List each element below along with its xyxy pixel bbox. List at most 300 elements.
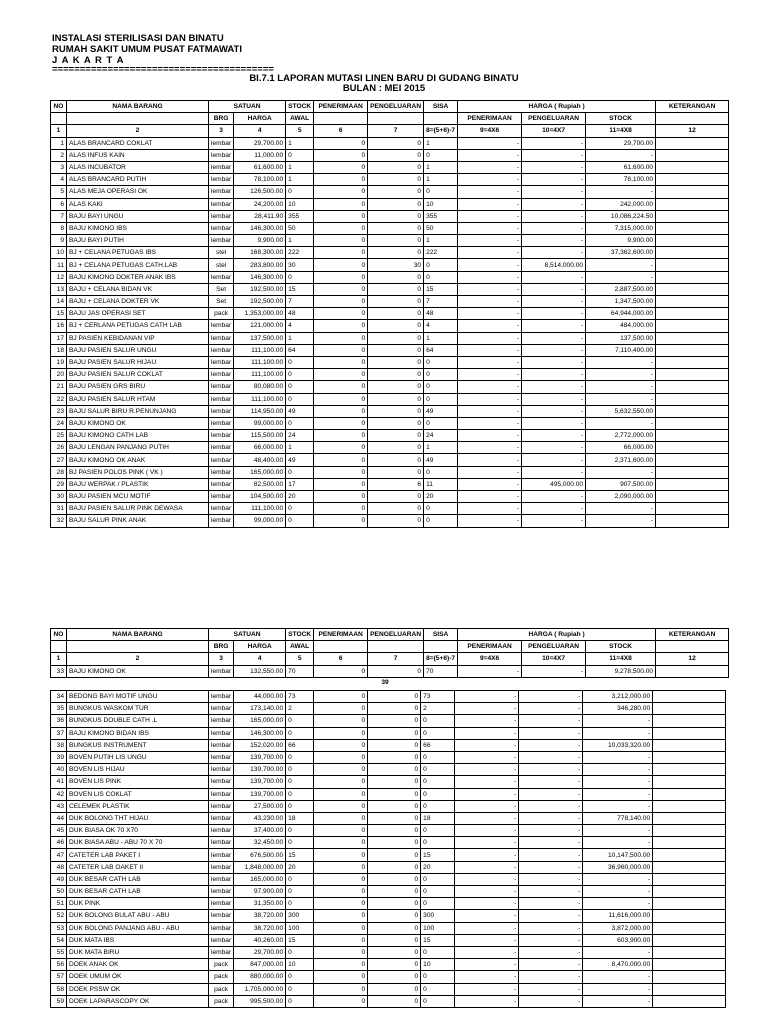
row-no: 33 bbox=[51, 665, 67, 677]
balance-qty: 64 bbox=[424, 344, 458, 356]
item-name: DOEK UMUM OK bbox=[67, 971, 209, 983]
remarks bbox=[656, 503, 729, 515]
receipt-qty: 0 bbox=[314, 259, 368, 271]
receipt-value: - bbox=[458, 283, 522, 295]
col-price-issue-header: PENGELUARAN bbox=[522, 641, 586, 653]
item-name: ALAS KAKI bbox=[67, 198, 209, 210]
unit: lembar bbox=[209, 515, 234, 527]
remarks bbox=[653, 983, 726, 995]
remarks bbox=[656, 332, 729, 344]
issue-qty: 0 bbox=[368, 198, 424, 210]
row-no: 54 bbox=[51, 934, 67, 946]
unit-price: 82,500.00 bbox=[234, 478, 286, 490]
table-row bbox=[51, 825, 726, 837]
unit-price: 192,500.00 bbox=[234, 296, 286, 308]
item-name: ALAS INFUS KAIN bbox=[67, 149, 209, 161]
issue-qty: 0 bbox=[368, 247, 424, 259]
initial-stock: 0 bbox=[286, 417, 314, 429]
receipt-qty: 0 bbox=[314, 776, 368, 788]
receipt-qty: 0 bbox=[314, 739, 368, 751]
stock-value: 10,147,500.00 bbox=[583, 849, 653, 861]
unit: lembar bbox=[209, 198, 234, 210]
balance-qty: 0 bbox=[424, 515, 458, 527]
initial-stock: 0 bbox=[286, 788, 314, 800]
balance-qty: 0 bbox=[421, 727, 455, 739]
receipt-qty: 0 bbox=[314, 137, 368, 149]
item-name: ALAS BRANCARD COKLAT bbox=[67, 137, 209, 149]
issue-value: - bbox=[522, 405, 586, 417]
stock-value: - bbox=[586, 186, 656, 198]
report-period: BULAN : MEI 2015 bbox=[342, 83, 426, 94]
initial-stock: 18 bbox=[286, 812, 314, 824]
table-row bbox=[51, 934, 726, 946]
col-number: 12 bbox=[656, 653, 729, 665]
row-no: 6 bbox=[51, 198, 67, 210]
row-no: 57 bbox=[51, 971, 67, 983]
initial-stock: 15 bbox=[286, 934, 314, 946]
table-row bbox=[51, 739, 726, 751]
issue-value: - bbox=[522, 296, 586, 308]
item-name: BJ + CELANA PETUGAS CATH.LAB bbox=[67, 259, 209, 271]
unit: lembar bbox=[209, 161, 234, 173]
issue-value: - bbox=[519, 934, 583, 946]
issue-qty: 0 bbox=[368, 356, 424, 368]
unit: lembar bbox=[209, 703, 234, 715]
issue-value: - bbox=[519, 788, 583, 800]
issue-qty: 0 bbox=[368, 271, 424, 283]
receipt-value: - bbox=[458, 161, 522, 173]
balance-qty: 0 bbox=[421, 788, 455, 800]
table-row bbox=[51, 703, 726, 715]
table-row bbox=[51, 515, 729, 527]
issue-value: - bbox=[522, 454, 586, 466]
receipt-qty: 0 bbox=[314, 161, 368, 173]
balance-qty: 100 bbox=[421, 922, 455, 934]
balance-qty: 73 bbox=[421, 691, 455, 703]
receipt-value: - bbox=[458, 186, 522, 198]
receipt-qty: 0 bbox=[314, 934, 368, 946]
unit-price: 24,200.00 bbox=[234, 198, 286, 210]
receipt-qty: 0 bbox=[314, 174, 368, 186]
row-no: 55 bbox=[51, 946, 67, 958]
issue-qty: 0 bbox=[368, 283, 424, 295]
item-name: BAJU PASIEN SALUR COKLAT bbox=[67, 369, 209, 381]
unit-price: 38,720.00 bbox=[234, 910, 286, 922]
stock-value: 3,872,000.00 bbox=[583, 922, 653, 934]
balance-qty: 15 bbox=[421, 934, 455, 946]
remarks bbox=[656, 222, 729, 234]
item-name: BAJU BAYI PUTIH bbox=[67, 235, 209, 247]
table-row bbox=[51, 442, 729, 454]
row-no: 50 bbox=[51, 886, 67, 898]
balance-qty: 355 bbox=[424, 210, 458, 222]
table-row bbox=[51, 922, 726, 934]
unit: stel bbox=[209, 247, 234, 259]
table-row bbox=[51, 393, 729, 405]
table-row bbox=[51, 235, 729, 247]
receipt-value: - bbox=[455, 934, 519, 946]
unit: lembar bbox=[209, 491, 234, 503]
balance-qty: 1 bbox=[424, 161, 458, 173]
item-name: BJ + CERLANA PETUGAS CATH LAB bbox=[67, 320, 209, 332]
row-no: 32 bbox=[51, 515, 67, 527]
initial-stock: 0 bbox=[286, 837, 314, 849]
initial-stock: 355 bbox=[286, 210, 314, 222]
issue-value: - bbox=[519, 837, 583, 849]
issue-qty: 0 bbox=[368, 174, 424, 186]
col-number: 10=4X7 bbox=[522, 653, 586, 665]
remarks bbox=[653, 910, 726, 922]
receipt-qty: 0 bbox=[314, 320, 368, 332]
table-row bbox=[51, 454, 729, 466]
receipt-value: - bbox=[458, 454, 522, 466]
col-number: 12 bbox=[656, 125, 729, 137]
col-remarks-header: KETERANGAN bbox=[656, 101, 729, 113]
receipt-value: - bbox=[458, 393, 522, 405]
issue-value: - bbox=[519, 727, 583, 739]
unit: lembar bbox=[209, 454, 234, 466]
receipt-value: - bbox=[455, 910, 519, 922]
item-name: BAJU + CELANA BIDAN VK bbox=[67, 283, 209, 295]
initial-stock: 7 bbox=[286, 296, 314, 308]
balance-qty: 0 bbox=[421, 800, 455, 812]
institution-name: INSTALASI STERILISASI DAN BINATU bbox=[52, 33, 224, 44]
remarks bbox=[656, 491, 729, 503]
stock-value: - bbox=[586, 259, 656, 271]
issue-value: - bbox=[519, 739, 583, 751]
row-no: 49 bbox=[51, 873, 67, 885]
remarks bbox=[653, 922, 726, 934]
receipt-qty: 0 bbox=[314, 898, 368, 910]
remarks bbox=[656, 271, 729, 283]
unit-price: 78,100.00 bbox=[234, 174, 286, 186]
unit-price: 44,000.00 bbox=[234, 691, 286, 703]
stock-value: 10,086,224.50 bbox=[586, 210, 656, 222]
unit: lembar bbox=[209, 235, 234, 247]
remarks bbox=[653, 751, 726, 763]
item-name: BAJU PASIEN GRS BIRU bbox=[67, 381, 209, 393]
stock-value: 8,470,000.00 bbox=[583, 959, 653, 971]
initial-stock: 1 bbox=[286, 235, 314, 247]
receipt-qty: 0 bbox=[314, 283, 368, 295]
stock-value: 37,362,600.00 bbox=[586, 247, 656, 259]
receipt-value: - bbox=[455, 922, 519, 934]
row-no: 30 bbox=[51, 491, 67, 503]
receipt-qty: 0 bbox=[314, 296, 368, 308]
unit: stel bbox=[209, 259, 234, 271]
remarks bbox=[653, 886, 726, 898]
stock-value: - bbox=[586, 515, 656, 527]
item-name: BOVEN PUTIH LIS UNGU bbox=[67, 751, 209, 763]
item-name: DUK MATA IBS bbox=[67, 934, 209, 946]
row-no: 14 bbox=[51, 296, 67, 308]
issue-qty: 0 bbox=[368, 849, 421, 861]
issue-value: - bbox=[522, 503, 586, 515]
table-row bbox=[51, 174, 729, 186]
table-row bbox=[51, 356, 729, 368]
item-name: DUK BOLONG BULAT ABU - ABU bbox=[67, 910, 209, 922]
receipt-qty: 0 bbox=[314, 442, 368, 454]
unit: lembar bbox=[209, 910, 234, 922]
table-row bbox=[51, 210, 729, 222]
unit-price: 121,000.00 bbox=[234, 320, 286, 332]
unit-price: 880,000.00 bbox=[234, 971, 286, 983]
col-issue-header: PENGELUARAN bbox=[368, 629, 424, 641]
stock-value: - bbox=[583, 983, 653, 995]
item-name: ALAS INCUBATOR bbox=[67, 161, 209, 173]
receipt-qty: 0 bbox=[314, 149, 368, 161]
unit: lembar bbox=[209, 934, 234, 946]
unit-price: 152,020.00 bbox=[234, 739, 286, 751]
remarks bbox=[656, 430, 729, 442]
row-no: 19 bbox=[51, 356, 67, 368]
initial-stock: 0 bbox=[286, 898, 314, 910]
balance-qty: 0 bbox=[424, 503, 458, 515]
table-row bbox=[51, 946, 726, 958]
stock-value: - bbox=[583, 715, 653, 727]
unit-price: 29,700.00 bbox=[234, 946, 286, 958]
balance-qty: 0 bbox=[424, 271, 458, 283]
item-name: BAJU JAS OPERASI SET bbox=[67, 308, 209, 320]
unit: lembar bbox=[209, 788, 234, 800]
row-no: 56 bbox=[51, 959, 67, 971]
remarks bbox=[656, 320, 729, 332]
receipt-qty: 0 bbox=[314, 959, 368, 971]
receipt-value: - bbox=[455, 983, 519, 995]
unit: lembar bbox=[209, 174, 234, 186]
receipt-qty: 0 bbox=[314, 369, 368, 381]
unit-price: 43,230.00 bbox=[234, 812, 286, 824]
receipt-qty: 0 bbox=[314, 715, 368, 727]
unit: lembar bbox=[209, 837, 234, 849]
remarks bbox=[653, 812, 726, 824]
issue-value: - bbox=[519, 910, 583, 922]
issue-qty: 0 bbox=[368, 812, 421, 824]
issue-qty: 0 bbox=[368, 861, 421, 873]
item-name: DUK BOLONG THT HIJAU bbox=[67, 812, 209, 824]
issue-value: - bbox=[522, 198, 586, 210]
receipt-qty: 0 bbox=[314, 417, 368, 429]
receipt-qty: 0 bbox=[314, 873, 368, 885]
item-name: BAJU PASIEN SALUR PINK DEWASA bbox=[67, 503, 209, 515]
balance-qty: 1 bbox=[424, 137, 458, 149]
balance-qty: 0 bbox=[424, 369, 458, 381]
balance-qty: 222 bbox=[424, 247, 458, 259]
stock-value: 5,632,550.00 bbox=[586, 405, 656, 417]
balance-qty: 0 bbox=[421, 995, 455, 1007]
table-row bbox=[51, 971, 726, 983]
unit: Set bbox=[209, 283, 234, 295]
issue-qty: 0 bbox=[368, 442, 424, 454]
receipt-value: - bbox=[455, 703, 519, 715]
unit: lembar bbox=[209, 503, 234, 515]
unit: Set bbox=[209, 296, 234, 308]
row-no: 59 bbox=[51, 995, 67, 1007]
col-price-receipt-header: PENERIMAAN bbox=[458, 113, 522, 125]
issue-value: - bbox=[522, 222, 586, 234]
unit: lembar bbox=[209, 466, 234, 478]
row-no: 17 bbox=[51, 332, 67, 344]
table-row bbox=[51, 332, 729, 344]
initial-stock: 15 bbox=[286, 849, 314, 861]
issue-value: - bbox=[519, 946, 583, 958]
balance-qty: 15 bbox=[424, 283, 458, 295]
remarks bbox=[656, 356, 729, 368]
receipt-qty: 0 bbox=[314, 812, 368, 824]
col-unit-header: SATUAN bbox=[209, 629, 286, 641]
unit-price: 114,950.00 bbox=[234, 405, 286, 417]
unit-price: 27,500.00 bbox=[234, 800, 286, 812]
initial-stock: 24 bbox=[286, 430, 314, 442]
issue-value: - bbox=[522, 283, 586, 295]
balance-qty: 48 bbox=[424, 308, 458, 320]
stock-value: - bbox=[583, 886, 653, 898]
receipt-qty: 0 bbox=[314, 478, 368, 490]
remarks bbox=[656, 149, 729, 161]
issue-qty: 30 bbox=[368, 259, 424, 271]
issue-value: - bbox=[522, 271, 586, 283]
unit: pack bbox=[209, 995, 234, 1007]
receipt-value: - bbox=[458, 466, 522, 478]
initial-stock: 0 bbox=[286, 149, 314, 161]
balance-qty: 20 bbox=[421, 861, 455, 873]
stock-value: 1,347,500.00 bbox=[586, 296, 656, 308]
issue-qty: 0 bbox=[368, 393, 424, 405]
receipt-value: - bbox=[458, 210, 522, 222]
row-no: 9 bbox=[51, 235, 67, 247]
balance-qty: 70 bbox=[424, 665, 458, 677]
unit-price: 111,100.00 bbox=[234, 369, 286, 381]
balance-qty: 10 bbox=[424, 198, 458, 210]
item-name: CATETER LAB OAKET II bbox=[67, 861, 209, 873]
remarks bbox=[653, 971, 726, 983]
table-row bbox=[51, 812, 726, 824]
initial-stock: 48 bbox=[286, 308, 314, 320]
stock-value: - bbox=[583, 825, 653, 837]
unit: pack bbox=[209, 959, 234, 971]
row-no: 24 bbox=[51, 417, 67, 429]
col-number: 7 bbox=[368, 653, 424, 665]
receipt-qty: 0 bbox=[314, 198, 368, 210]
item-name: BAJU PASIEN SALUR HIJAU bbox=[67, 356, 209, 368]
balance-qty: 0 bbox=[424, 417, 458, 429]
issue-value: - bbox=[522, 442, 586, 454]
initial-stock: 0 bbox=[286, 751, 314, 763]
unit: lembar bbox=[209, 320, 234, 332]
stock-value: - bbox=[586, 149, 656, 161]
item-name: DUK PINK bbox=[67, 898, 209, 910]
item-name: BAJU KIMONO IBS bbox=[67, 222, 209, 234]
initial-stock: 20 bbox=[286, 861, 314, 873]
stock-value: 11,616,000.00 bbox=[583, 910, 653, 922]
balance-qty: 1 bbox=[424, 332, 458, 344]
initial-stock: 1 bbox=[286, 137, 314, 149]
receipt-qty: 0 bbox=[314, 308, 368, 320]
unit-price: 99,000.00 bbox=[234, 417, 286, 429]
initial-stock: 0 bbox=[286, 381, 314, 393]
receipt-value: - bbox=[458, 149, 522, 161]
initial-stock: 15 bbox=[286, 283, 314, 295]
remarks bbox=[656, 393, 729, 405]
item-name: DOEK ANAK OK bbox=[67, 959, 209, 971]
stock-value: - bbox=[583, 788, 653, 800]
stock-value: - bbox=[583, 800, 653, 812]
remarks bbox=[653, 800, 726, 812]
remarks bbox=[656, 247, 729, 259]
issue-qty: 0 bbox=[368, 296, 424, 308]
initial-stock: 49 bbox=[286, 405, 314, 417]
issue-value: - bbox=[519, 861, 583, 873]
stock-value: - bbox=[586, 466, 656, 478]
remarks bbox=[653, 959, 726, 971]
issue-value: - bbox=[522, 174, 586, 186]
issue-qty: 0 bbox=[368, 417, 424, 429]
page-number: 39 bbox=[381, 679, 389, 686]
issue-value: - bbox=[522, 186, 586, 198]
stock-value: - bbox=[583, 727, 653, 739]
initial-stock: 0 bbox=[286, 356, 314, 368]
unit: lembar bbox=[209, 922, 234, 934]
row-no: 23 bbox=[51, 405, 67, 417]
item-name: BEDONG BAYI MOTIF UNGU bbox=[67, 691, 209, 703]
receipt-qty: 0 bbox=[314, 995, 368, 1007]
row-no: 34 bbox=[51, 691, 67, 703]
row-no: 16 bbox=[51, 320, 67, 332]
stock-value: 603,900.00 bbox=[583, 934, 653, 946]
table-row bbox=[51, 296, 729, 308]
issue-qty: 0 bbox=[368, 934, 421, 946]
row-no: 51 bbox=[51, 898, 67, 910]
receipt-qty: 0 bbox=[314, 271, 368, 283]
balance-qty: 11 bbox=[424, 478, 458, 490]
row-no: 12 bbox=[51, 271, 67, 283]
balance-qty: 49 bbox=[424, 454, 458, 466]
issue-value: - bbox=[522, 491, 586, 503]
receipt-value: - bbox=[458, 137, 522, 149]
col-stock-initial-header: AWAL bbox=[286, 641, 314, 653]
unit-price: 1,848,000.00 bbox=[234, 861, 286, 873]
col-balance-header: SISA bbox=[424, 101, 458, 113]
issue-value: - bbox=[522, 369, 586, 381]
receipt-qty: 0 bbox=[314, 344, 368, 356]
remarks bbox=[656, 296, 729, 308]
receipt-value: - bbox=[455, 825, 519, 837]
remarks bbox=[656, 442, 729, 454]
stock-value: - bbox=[583, 995, 653, 1007]
receipt-qty: 0 bbox=[314, 393, 368, 405]
balance-qty: 50 bbox=[424, 222, 458, 234]
receipt-qty: 0 bbox=[314, 332, 368, 344]
row-no: 7 bbox=[51, 210, 67, 222]
table-row bbox=[51, 271, 729, 283]
issue-qty: 0 bbox=[368, 800, 421, 812]
col-number: 3 bbox=[209, 125, 234, 137]
receipt-qty: 0 bbox=[314, 861, 368, 873]
col-receipt-header: PENERIMAAN bbox=[314, 101, 368, 113]
issue-value: - bbox=[519, 764, 583, 776]
col-price-receipt-header: PENERIMAAN bbox=[458, 641, 522, 653]
unit: lembar bbox=[209, 873, 234, 885]
table-row bbox=[51, 320, 729, 332]
balance-qty: 0 bbox=[421, 946, 455, 958]
col-balance-header: SISA bbox=[424, 629, 458, 641]
receipt-qty: 0 bbox=[314, 222, 368, 234]
receipt-value: - bbox=[458, 320, 522, 332]
initial-stock: 10 bbox=[286, 198, 314, 210]
issue-qty: 0 bbox=[368, 665, 424, 677]
col-number: 9=4X6 bbox=[458, 653, 522, 665]
col-number: 5 bbox=[286, 125, 314, 137]
